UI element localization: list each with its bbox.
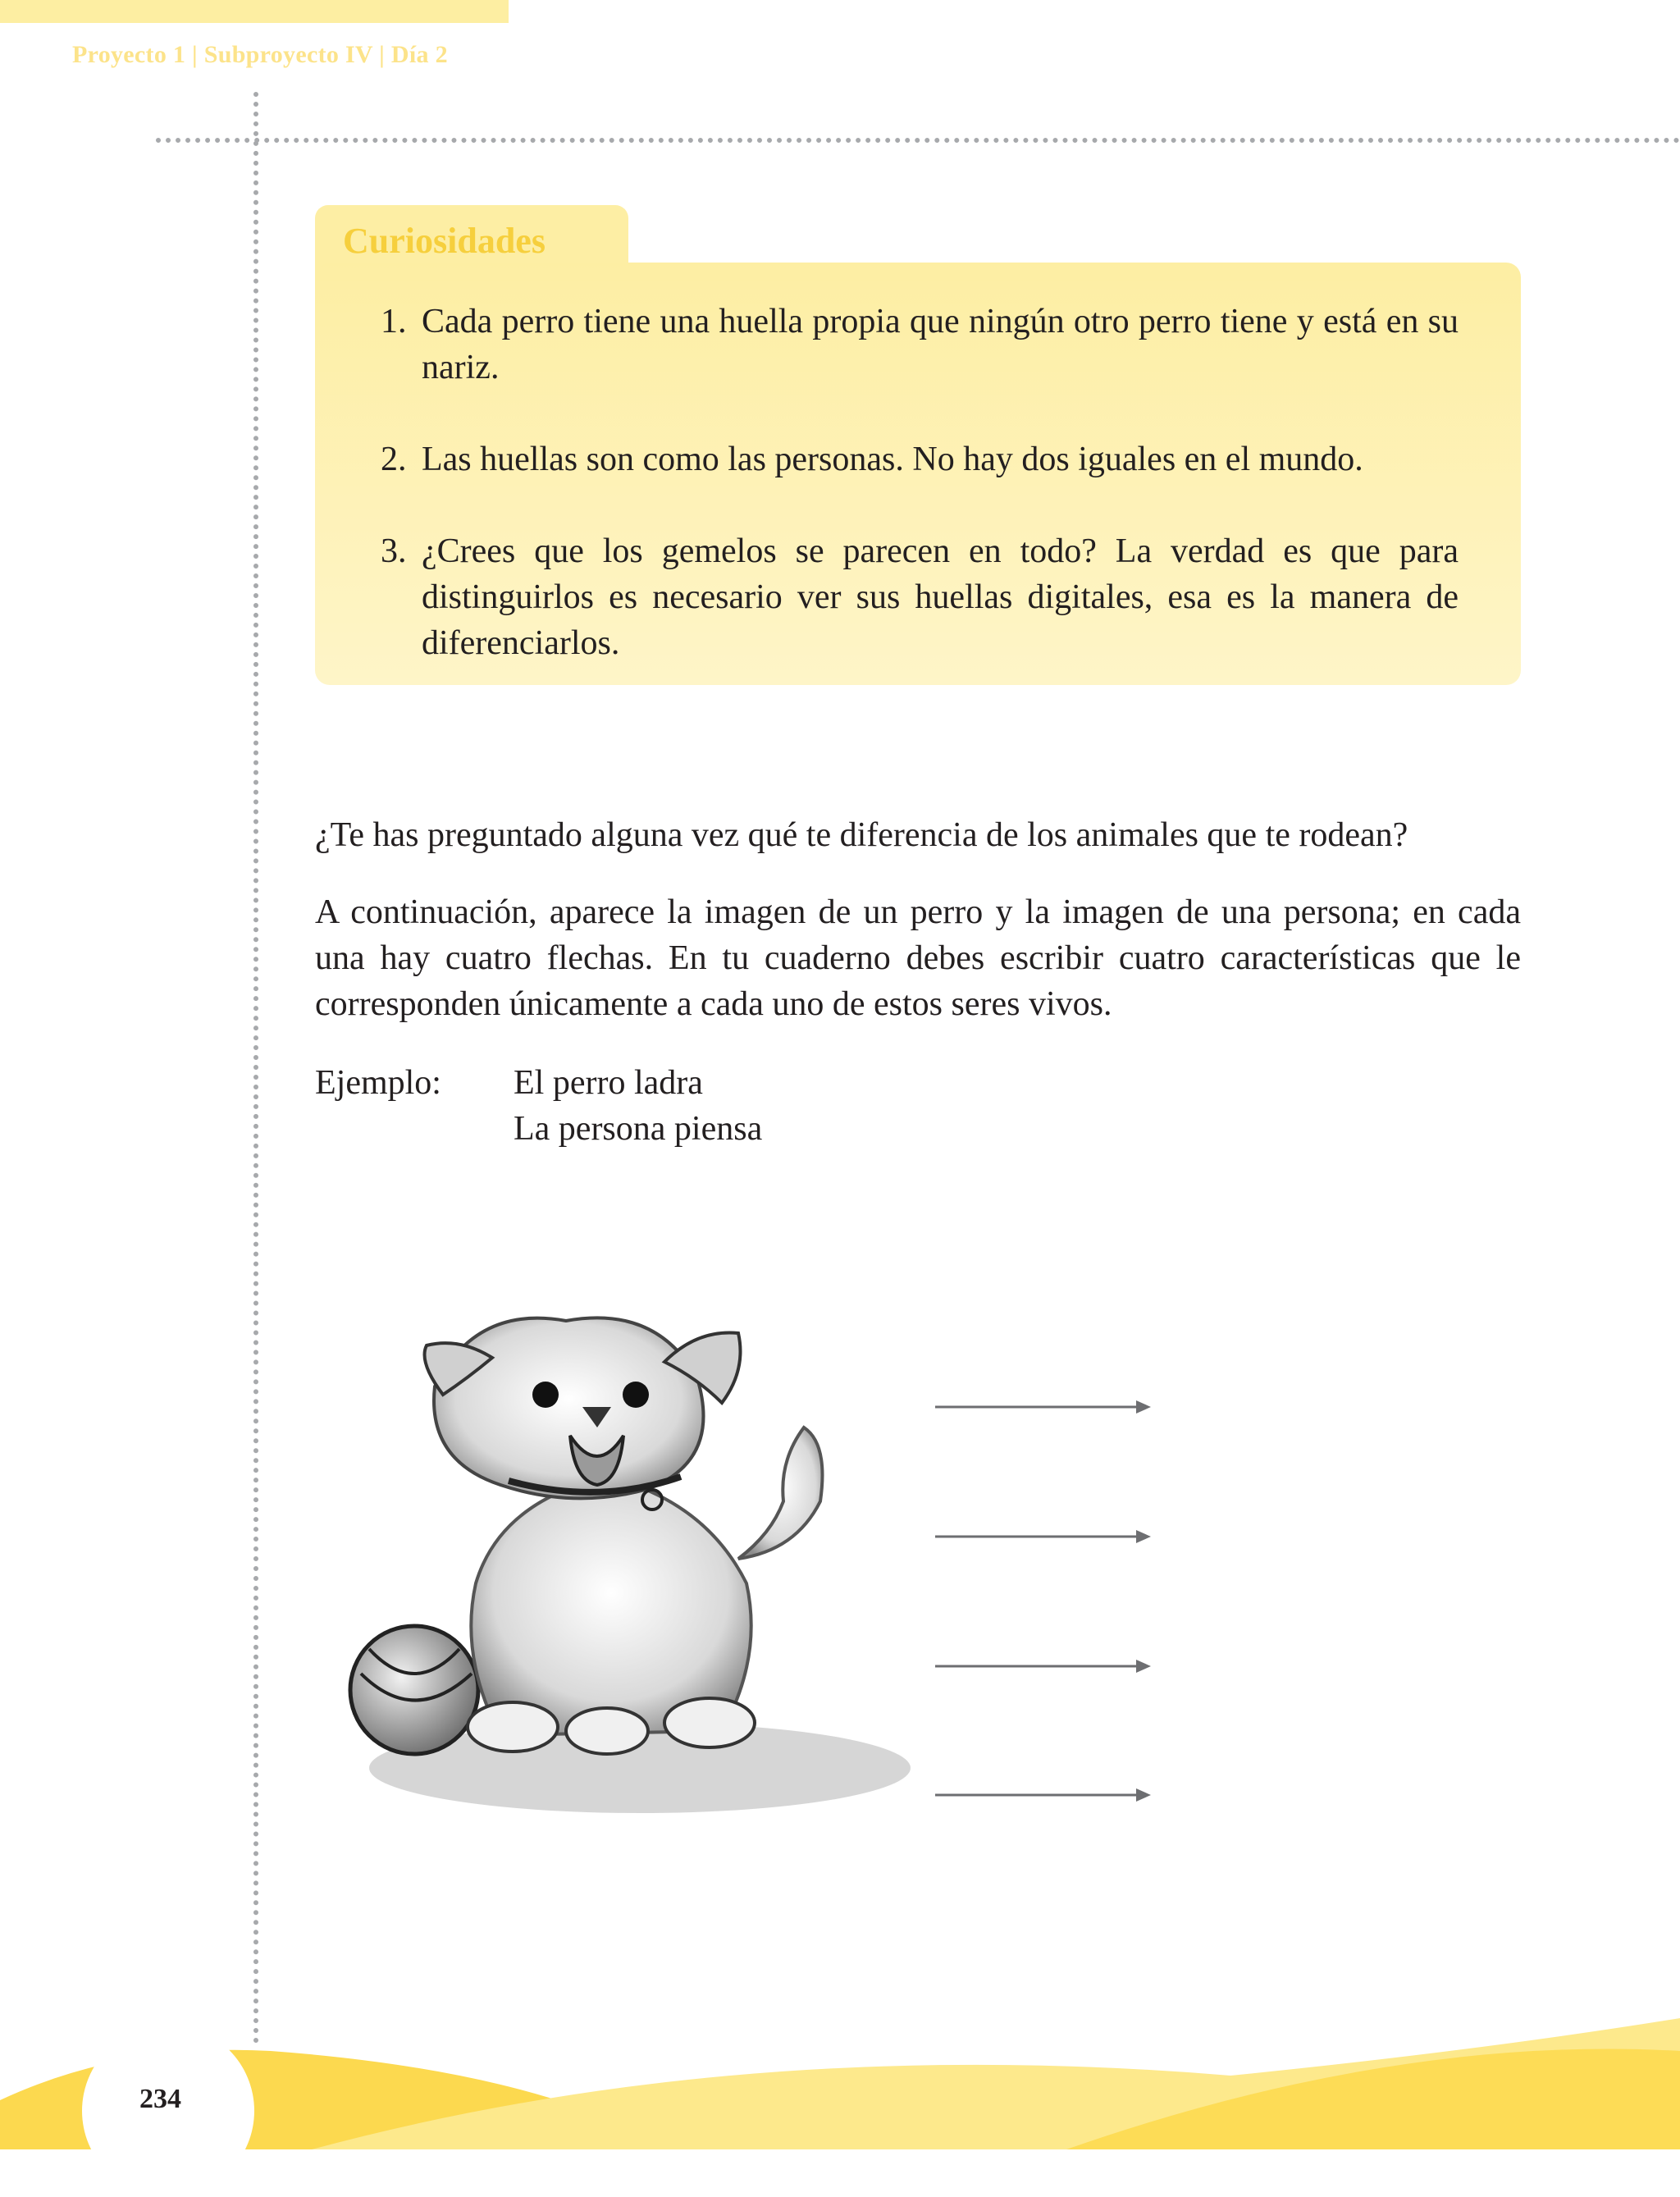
list-item-text: ¿Crees que los gemelos se parecen en todo? La verdad es que para distinguirlos es necesario ver sus huellas digitales, esa es la manera de diferenciarlos. (422, 532, 1459, 662)
list-item-number: 2. (381, 441, 407, 478)
arrow-icon (935, 1530, 1151, 1543)
list-item-text: Las huellas son como las personas. No hay dos iguales en el mundo. (422, 441, 1363, 478)
example-line: El perro ladra (514, 1064, 703, 1102)
ball-icon (350, 1626, 478, 1754)
page-number: 234 (139, 2084, 181, 2114)
list-item-number: 1. (381, 303, 407, 340)
list-item (377, 436, 1459, 482)
list-item (377, 528, 1459, 666)
curiosidades-title: Curiosidades (343, 221, 546, 261)
dog-paw (566, 1708, 648, 1754)
list-item-text: Cada perro tiene una huella propia que ningún otro perro tiene y está en su nariz. (422, 303, 1459, 386)
dog-head (425, 1318, 741, 1510)
list-item-number: 3. (381, 532, 407, 570)
top-color-bar (0, 0, 509, 23)
arrow-icon (935, 1660, 1151, 1673)
dog-with-ball-illustration (336, 1313, 927, 1838)
dog-eye (532, 1382, 559, 1408)
example-label: Ejemplo: (315, 1064, 441, 1102)
arrow-icon (935, 1788, 1151, 1802)
dog-paw (664, 1698, 755, 1747)
dog-eye (623, 1382, 649, 1408)
vertical-dotted-rule (253, 92, 258, 2044)
running-head: Proyecto 1 | Subproyecto IV | Día 2 (72, 41, 448, 68)
question-paragraph: ¿Te has preguntado alguna vez qué te diferencia de los animales que te rodean? (315, 816, 1408, 854)
example-line: La persona piensa (514, 1110, 763, 1148)
dog-paw (468, 1702, 558, 1752)
curiosidades-list (377, 299, 1459, 712)
arrow-icon (935, 1400, 1151, 1414)
instructions-paragraph: A continuación, aparece la imagen de un perro y la imagen de una persona; en cada una hay cuatro flechas. En tu cuaderno debes escribir cuatro características que le corresponden únicamente a cada uno de estos seres vivos. (315, 893, 1521, 1023)
list-item (377, 299, 1459, 391)
dog-tail (738, 1427, 823, 1559)
arrow-list (931, 1386, 1161, 1805)
horizontal-dotted-rule (156, 138, 1680, 143)
